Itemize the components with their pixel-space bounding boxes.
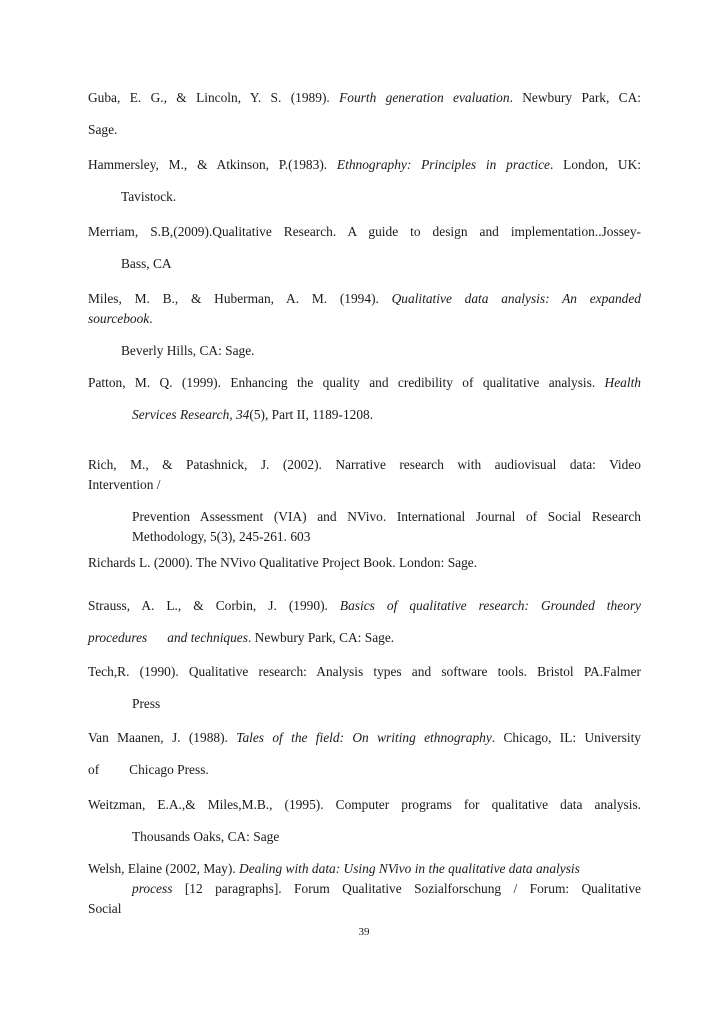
reference-title: Dealing with data: Using NVivo in the qualitative data analysis — [239, 861, 580, 876]
reference-text: (5), Part II, 1189-1208. — [249, 407, 374, 422]
reference-line — [88, 859, 641, 879]
reference-line: Intervention / — [88, 477, 161, 492]
reference-title: and techniques — [167, 630, 248, 645]
reference-tech — [88, 662, 641, 714]
reference-line: Tech,R. (1990). Qualitative research: Analysis types and software tools. Bristol PA.Falmer — [88, 664, 641, 679]
reference-line: Thousands Oaks, CA: Sage — [132, 829, 280, 844]
reference-title: Basics of qualitative research: Grounded theory — [339, 598, 641, 613]
reference-title: Tales of the field: On writing ethnography — [236, 730, 492, 745]
reference-line — [88, 155, 641, 175]
reference-text: Welsh, Elaine (2002, May). — [88, 861, 240, 876]
reference-title: Qualitative data analysis: An expanded — [391, 291, 642, 306]
reference-text: . — [149, 311, 153, 326]
reference-line: Tavistock. — [121, 189, 177, 204]
reference-line: Social — [88, 901, 122, 916]
reference-line — [88, 405, 641, 425]
reference-line: Press — [132, 696, 161, 711]
reference-title: procedures — [88, 630, 148, 645]
reference-line: Weitzman, E.A.,& Miles,M.B., (1995). Computer programs for qualitative data analysis. — [88, 797, 641, 812]
reference-line: Richards L. (2000). The NVivo Qualitative Project Book. London: Sage. — [88, 555, 478, 570]
reference-line: Methodology, 5(3), 245-261. 603 — [132, 529, 311, 544]
reference-line — [88, 289, 641, 309]
reference-line — [88, 760, 641, 780]
reference-rich — [88, 455, 641, 547]
reference-text: Strauss, A. L., & Corbin, J. (1990). — [88, 598, 340, 613]
reference-text: . London, UK: — [550, 157, 641, 172]
reference-title: sourcebook — [88, 311, 150, 326]
reference-text: . Newbury Park, CA: — [509, 90, 642, 105]
reference-line — [88, 728, 641, 748]
reference-title: Health — [604, 375, 641, 390]
reference-title: Ethnography: Principles in practice — [336, 157, 550, 172]
reference-text: Guba, E. G., & Lincoln, Y. S. (1989). — [88, 90, 340, 105]
reference-title: Fourth generation evaluation — [339, 90, 510, 105]
reference-text: . Chicago, IL: University — [491, 730, 641, 745]
reference-line: Bass, CA — [121, 256, 172, 271]
reference-line — [88, 879, 641, 899]
reference-line — [88, 88, 641, 108]
reference-line: Merriam, S.B,(2009).Qualitative Research. A guide to design and implementation..Jossey- — [88, 224, 641, 239]
reference-richards — [88, 553, 641, 573]
reference-line — [88, 628, 641, 648]
reference-text: Hammersley, M., & Atkinson, P.(1983). — [88, 157, 337, 172]
reference-text: of — [88, 762, 100, 777]
reference-line: Prevention Assessment (VIA) and NVivo. International Journal of Social Research — [132, 509, 641, 524]
reference-line — [88, 373, 641, 393]
reference-line — [88, 309, 641, 329]
reference-text: Miles, M. B., & Huberman, A. M. (1994). — [88, 291, 392, 306]
reference-line: Sage. — [88, 122, 118, 137]
reference-text: Van Maanen, J. (1988). — [88, 730, 237, 745]
reference-line: Beverly Hills, CA: Sage. — [121, 343, 255, 358]
reference-hammersley — [88, 155, 641, 207]
reference-guba — [88, 88, 641, 140]
reference-strauss — [88, 596, 641, 648]
reference-title: process — [132, 881, 173, 896]
reference-welsh — [88, 859, 641, 919]
reference-title: Services Research, 34 — [132, 407, 250, 422]
reference-patton — [88, 373, 641, 425]
reference-weitzman — [88, 795, 641, 847]
reference-merriam — [88, 222, 641, 274]
reference-text: Chicago Press. — [129, 762, 209, 777]
reference-text: [12 paragraphs]. Forum Qualitative Sozialforschung / Forum: Qualitative — [172, 881, 641, 896]
reference-text: . Newbury Park, CA: Sage. — [247, 630, 395, 645]
reference-miles — [88, 289, 641, 361]
page-number: 39 — [358, 926, 370, 938]
reference-line — [88, 596, 641, 616]
reference-text: Patton, M. Q. (1999). Enhancing the quality and credibility of qualitative analysis. — [88, 375, 605, 390]
reference-line: Rich, M., & Patashnick, J. (2002). Narrative research with audiovisual data: Video — [88, 457, 641, 472]
reference-van-maanen — [88, 728, 641, 780]
